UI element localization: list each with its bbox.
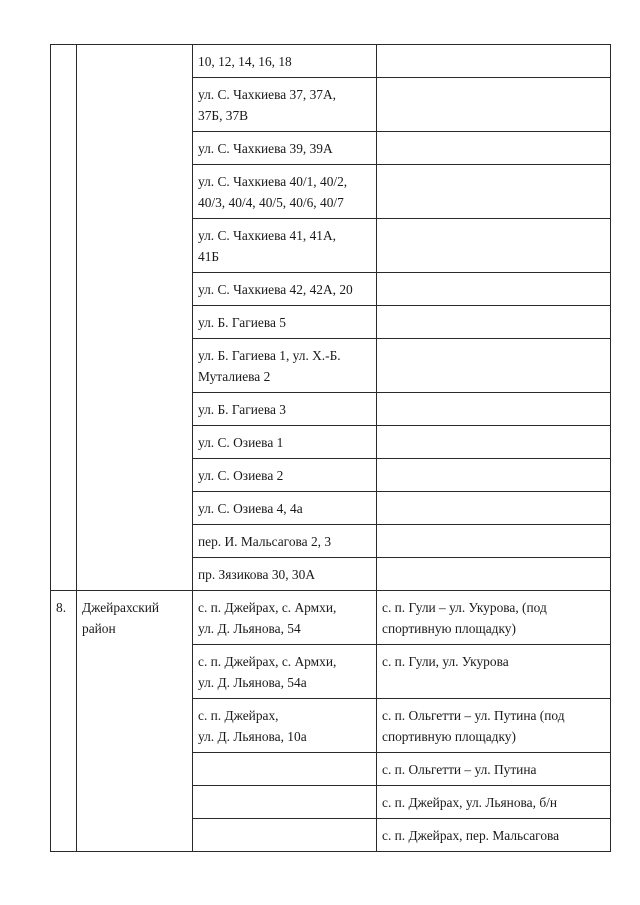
address-cell-line: ул. Д. Льянова, 10а [198,729,307,744]
location-cell [377,645,611,699]
location-cell [377,459,611,492]
address-cell [193,306,377,339]
address-cell-line: 41Б [198,249,220,264]
polling-stations-table [50,44,611,852]
location-cell-line: с. п. Джейрах, пер. Мальсагова [382,828,560,843]
address-cell [193,558,377,591]
location-cell-line: с. п. Ольгетти – ул. Путина (под [382,708,565,723]
table-row [51,591,611,645]
address-cell [193,753,377,786]
location-cell-line: с. п. Гули, ул. Укурова [382,654,509,669]
address-cell-line: ул. Б. Гагиева 5 [198,315,286,330]
location-cell [377,525,611,558]
address-cell-line: ул. Д. Льянова, 54 [198,621,301,636]
location-cell [377,753,611,786]
location-cell [377,306,611,339]
number-cell-empty [51,45,77,591]
address-cell-line: 40/3, 40/4, 40/5, 40/6, 40/7 [198,195,344,210]
address-cell [193,273,377,306]
address-cell [193,339,377,393]
location-cell [377,78,611,132]
location-cell-line: с. п. Гули – ул. Укурова, (под [382,600,547,615]
location-cell [377,786,611,819]
address-cell-line: ул. С. Чахкиева 42, 42А, 20 [198,282,353,297]
location-cell [377,273,611,306]
address-cell-line: Муталиева 2 [198,369,271,384]
district-name-line: район [82,621,116,636]
location-cell-line: спортивную площадку) [382,621,516,636]
district-name [77,591,193,852]
location-cell [377,132,611,165]
address-cell-line: ул. Д. Льянова, 54а [198,675,307,690]
address-cell-line: ул. С. Чахкиева 41, 41А, [198,228,336,243]
district-name-line: Джейрахский [82,600,160,615]
address-cell [193,165,377,219]
location-cell-line: с. п. Джейрах, ул. Льянова, б/н [382,795,558,810]
location-cell [377,819,611,852]
location-cell-line: спортивную площадку) [382,729,516,744]
address-cell-line: 37Б, 37В [198,108,249,123]
location-cell [377,558,611,591]
address-cell-line: пр. Зязикова 30, 30А [198,567,315,582]
address-cell-line: ул. С. Чахкиева 37, 37А, [198,87,336,102]
table-body [51,45,611,852]
address-cell-line: ул. С. Чахкиева 40/1, 40/2, [198,174,348,189]
address-cell [193,819,377,852]
address-cell [193,426,377,459]
address-cell-line: ул. Б. Гагиева 3 [198,402,286,417]
address-cell-line: ул. С. Озиева 1 [198,435,284,450]
address-cell-line: ул. С. Озиева 2 [198,468,284,483]
location-cell [377,339,611,393]
section-number: 8. [51,591,77,852]
location-cell [377,219,611,273]
address-cell-line: ул. С. Озиева 4, 4а [198,501,303,516]
address-cell [193,699,377,753]
address-cell-line: ул. Б. Гагиева 1, ул. Х.-Б. [198,348,341,363]
address-cell [193,525,377,558]
table-row [51,45,611,78]
address-cell [193,645,377,699]
location-cell [377,393,611,426]
address-cell-line: с. п. Джейрах, с. Армхи, [198,600,337,615]
address-cell-line: с. п. Джейрах, [198,708,279,723]
location-cell [377,591,611,645]
location-cell [377,45,611,78]
address-cell-line: 10, 12, 14, 16, 18 [198,54,292,69]
address-cell-line: с. п. Джейрах, с. Армхи, [198,654,337,669]
address-cell [193,591,377,645]
location-cell [377,426,611,459]
address-cell [193,219,377,273]
district-cell-empty [77,45,193,591]
address-cell [193,459,377,492]
address-cell [193,132,377,165]
location-cell-line: с. п. Ольгетти – ул. Путина [382,762,537,777]
address-cell [193,45,377,78]
location-cell [377,165,611,219]
address-cell-line: ул. С. Чахкиева 39, 39А [198,141,333,156]
address-cell [193,786,377,819]
address-cell [193,78,377,132]
location-cell [377,699,611,753]
address-cell-line: пер. И. Мальсагова 2, 3 [198,534,332,549]
address-cell [193,492,377,525]
location-cell [377,492,611,525]
address-cell [193,393,377,426]
